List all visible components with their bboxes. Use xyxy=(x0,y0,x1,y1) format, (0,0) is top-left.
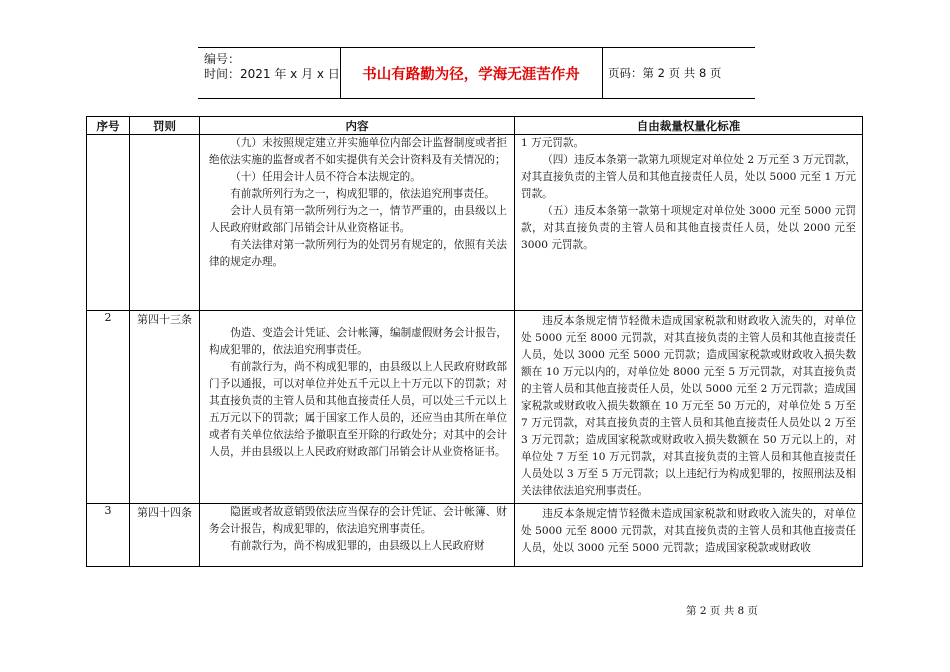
row-no: 2 xyxy=(87,311,130,504)
row-article xyxy=(130,135,200,311)
content-paragraph: 有关法律对第一款所列行为的处罚另有规定的，依照有关法律的规定办理。 xyxy=(209,239,507,268)
row-article: 第四十四条 xyxy=(130,504,200,567)
header-divider xyxy=(602,48,603,98)
standard-paragraph: 违反本条规定情节轻微未造成国家税款和财政收入流失的，对单位处 5000 元至 8000 元罚款，对其直接负责的主管人员和其他直接责任人员，处以 3000 元至 5000 元罚款；造成国家税款或财政收 xyxy=(521,508,856,554)
row-no xyxy=(87,135,130,311)
content-paragraph: 有前款行为，尚不构成犯罪的，由县级以上人民政府财 xyxy=(230,540,485,552)
row-article: 第四十三条 xyxy=(130,311,200,504)
col-header-article: 罚则 xyxy=(130,117,200,135)
row-standard xyxy=(515,504,863,567)
number-label: 编号： xyxy=(204,52,241,66)
row-standard xyxy=(515,135,863,311)
table-row xyxy=(87,504,863,567)
content-paragraph: 会计人员有第一款所列行为之一，情节严重的，由县级以上人民政府财政部门吊销会计从业资格证书。 xyxy=(209,205,507,234)
header-meta xyxy=(204,52,340,82)
row-content xyxy=(200,504,515,567)
table-row xyxy=(87,311,863,504)
content-paragraph: （十）任用会计人员不符合本法规定的。 xyxy=(230,171,421,183)
row-standard xyxy=(515,311,863,504)
content-paragraph: 有前款所列行为之一，构成犯罪的，依法追究刑事责任。 xyxy=(230,188,496,200)
standard-paragraph: （五）违反本条第一款第十项规定对单位处 3000 元至 5000 元罚款，对其直接负责的主管人员和其他直接责任人员，处以 2000 元至 3000 元罚款。 xyxy=(521,205,856,251)
row-content xyxy=(200,311,515,504)
content-paragraph: 有前款行为，尚不构成犯罪的，由县级以上人民政府财政部门予以通报，可以对单位并处五千元以上十万元以下的罚款；对其直接负责的主管人员和其他直接责任人员，可以处三千元以上五万元以下的罚款；属于国家工作人员的，还应当由其所在单位或者有关单位依法给予撤职直至开除的行政处分；对其中的会计人员，并由县级以上人民政府财政部门吊销会计从业资格证书。 xyxy=(209,361,507,458)
content-paragraph: （九）未按照规定建立并实施单位内部会计监督制度或者拒绝依法实施的监督或者不如实提供有关会计资料及有关情况的； xyxy=(209,137,507,166)
content-paragraph: 伪造、变造会计凭证、会计帐簿，编制虚假财务会计报告，构成犯罪的，依法追究刑事责任。 xyxy=(209,327,507,356)
row-no: 3 xyxy=(87,504,130,567)
penalty-table xyxy=(86,116,863,567)
standard-paragraph: （四）违反本条第一款第九项规定对单位处 2 万元至 3 万元罚款，对其直接负责的主管人员和其他直接责任人员，处以 5000 元至 1 万元罚款。 xyxy=(521,154,856,200)
document-header xyxy=(198,47,755,99)
standard-paragraph: 违反本条规定情节轻微未造成国家税款和财政收入流失的，对单位处 5000 元至 8000 元罚款，对其直接负责的主管人员和其他直接责任人员，处以 3000 元至 5000 元罚款；造成国家税款或财政收入损失数额在 10 万元以内的，对单位处 8000 元至 5 万元罚款，对其直接负责的主管人员和其他直接责任人员，处以 5000 元至 2 万元罚款；造成国家税款或财政收入损失数额在 10 万元至 50 万元的，对单位处 5 万至 7 万元罚款，对其直接负责的主管人员和其他直接责任人员处以 2 万至 3 万元罚款；造成国家税款或财政收入损失数额在 50 万元以上的，对单位处 7 万至 10 万元罚款，对其直接负责的主管人员和其他直接责任人员处以 3 万至 5 万元罚款；以上违纪行为构成犯罪的，按照刑法及相关法律依法追究刑事责任。 xyxy=(521,315,856,497)
page-footer: 第 2 页 共 8 页 xyxy=(686,605,759,617)
time-label: 时间：2021 年 x 月 x 日 xyxy=(204,67,340,81)
col-header-no: 序号 xyxy=(87,117,130,135)
header-page-label: 页码：第 2 页 共 8 页 xyxy=(608,66,722,80)
row-content xyxy=(200,135,515,311)
header-motto: 书山有路勤为径，学海无涯苦作舟 xyxy=(362,66,580,83)
col-header-content: 内容 xyxy=(200,117,515,135)
standard-paragraph: 1 万元罚款。 xyxy=(521,137,585,149)
table-header-row xyxy=(87,117,863,135)
col-header-standard: 自由裁量权量化标准 xyxy=(515,117,863,135)
content-paragraph: 隐匿或者故意销毁依法应当保存的会计凭证、会计帐簿、财务会计报告，构成犯罪的，依法追究刑事责任。 xyxy=(209,506,507,535)
table-row xyxy=(87,135,863,311)
